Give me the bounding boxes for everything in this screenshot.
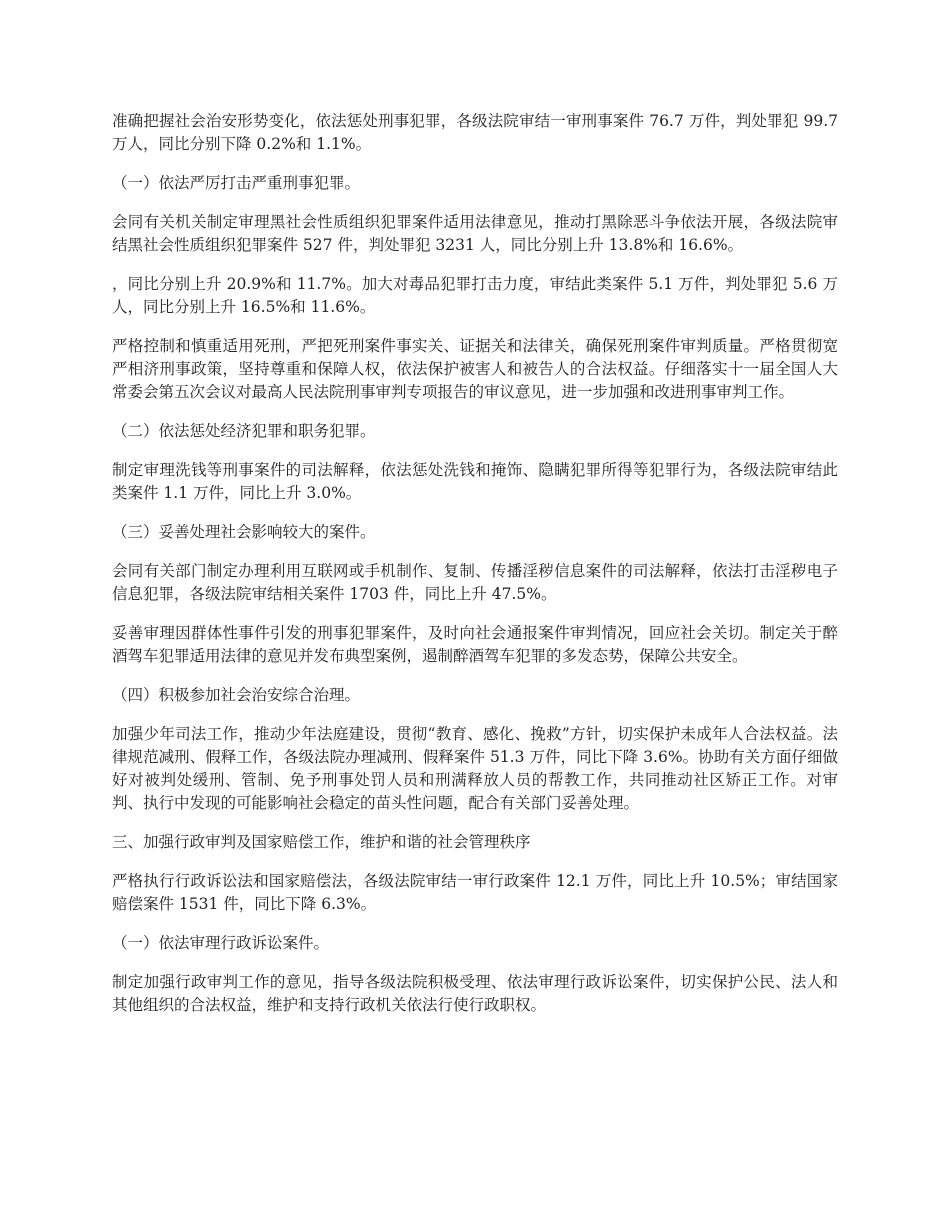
heading-section-three: 三、加强行政审判及国家赔偿工作，维护和谐的社会管理秩序	[112, 833, 531, 851]
heading-administrative-litigation: （一）依法审理行政诉讼案件。	[112, 934, 330, 952]
heading-high-impact-cases: （三）妥善处理社会影响较大的案件。	[112, 523, 376, 541]
paragraph-administrative-guidance: 制定加强行政审判工作的意见，指导各级法院积极受理、依法审理行政诉讼案件，切实保护公民、法人和其他组织的合法权益，维护和支持行政机关依法行使行政职权。	[112, 973, 838, 1014]
paragraph-juvenile-justice: 加强少年司法工作，推动少年法庭建设，贯彻“教育、感化、挽救”方针，切实保护未成年人合法权益。法律规范减刑、假释工作，各级法院办理减刑、假释案件 51.3 万件，同比下降 3.6%。协助有关方面仔细做好对被判处缓刑、管制、免予刑事处罚人员和刑满释放人员的帮教工作，共同推动社区矫正工作。对审判、执行中发现的可能影响社会稳定的苗头性问题，配合有关部门妥善处理。	[112, 725, 838, 812]
paragraph-drug-crime: ，同比分别上升 20.9%和 11.7%。加大对毒品犯罪打击力度，审结此类案件 5.1 万件，判处罪犯 5.6 万人，同比分别上升 16.5%和 11.6%。	[112, 275, 838, 316]
heading-social-order: （四）积极参加社会治安综合治理。	[112, 686, 361, 704]
paragraph-organized-crime: 会同有关机关制定审理黑社会性质组织犯罪案件适用法律意见，推动打黑除恶斗争依法开展，各级法院审结黑社会性质组织犯罪案件 527 件，判处罪犯 3231 人，同比分别上升 13.8%和 16.6%。	[112, 213, 838, 254]
heading-economic-crime: （二）依法惩处经济犯罪和职务犯罪。	[112, 422, 376, 440]
paragraph-mass-incidents: 妥善审理因群体性事件引发的刑事犯罪案件，及时向社会通报案件审判情况，回应社会关切。制定关于醉酒驾车犯罪适用法律的意见并发布典型案例，遏制醉酒驾车犯罪的多发态势，保障公共安全。	[112, 624, 838, 665]
heading-serious-crime: （一）依法严厉打击严重刑事犯罪。	[112, 174, 361, 192]
paragraph-administrative-overview: 严格执行行政诉讼法和国家赔偿法，各级法院审结一审行政案件 12.1 万件，同比上升 10.5%；审结国家赔偿案件 1531 件，同比下降 6.3%。	[112, 872, 838, 913]
paragraph-death-penalty: 严格控制和慎重适用死刑，严把死刑案件事实关、证据关和法律关，确保死刑案件审判质量。严格贯彻宽严相济刑事政策，坚持尊重和保障人权，依法保护被害人和被告人的合法权益。仔细落实十一届全国人大常委会第五次会议对最高人民法院刑事审判专项报告的审议意见，进一步加强和改进刑事审判工作。	[112, 337, 838, 401]
paragraph-criminal-overview: 准确把握社会治安形势变化，依法惩处刑事犯罪，各级法院审结一审刑事案件 76.7 万件，判处罪犯 99.7 万人，同比分别下降 0.2%和 1.1%。	[112, 112, 838, 153]
paragraph-money-laundering: 制定审理洗钱等刑事案件的司法解释，依法惩处洗钱和掩饰、隐瞒犯罪所得等犯罪行为，各级法院审结此类案件 1.1 万件，同比上升 3.0%。	[112, 461, 838, 502]
paragraph-obscene-info: 会同有关部门制定办理利用互联网或手机制作、复制、传播淫秽信息案件的司法解释，依法打击淫秽电子信息犯罪，各级法院审结相关案件 1703 件，同比上升 47.5%。	[112, 562, 838, 603]
